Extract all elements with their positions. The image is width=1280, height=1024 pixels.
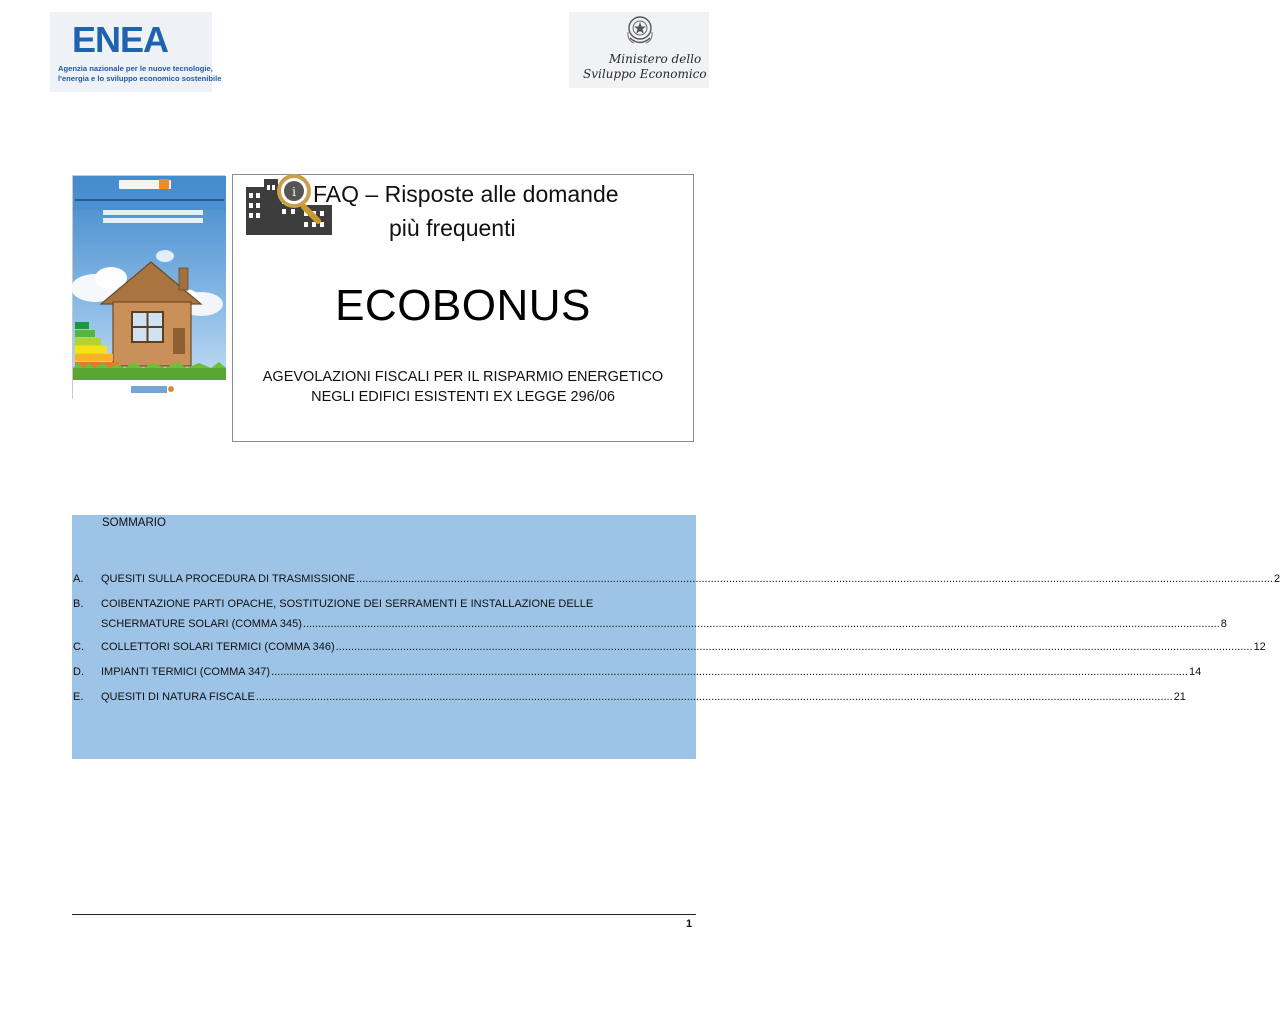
faq-title: FAQ – Risposte alle domande — [313, 181, 619, 207]
enea-tagline-2: l'energia e lo sviluppo economico sostenibile — [58, 74, 222, 83]
italian-republic-emblem-icon — [624, 14, 656, 48]
brochure-cover-image — [72, 175, 225, 399]
enea-tagline-1: Agenzia nazionale per le nuove tecnologie, — [58, 64, 213, 73]
toc-leader-dots: ............................................................................................................................................................................................................................................................................................................ — [271, 666, 1188, 678]
toc-leader-dots: ............................................................................................................................................................................................................................................................................................................ — [356, 573, 1273, 585]
faq-subtitle: più frequenti — [389, 215, 516, 241]
toc-entry-letter: C. — [73, 641, 84, 653]
toc-leader-dots: ............................................................................................................................................................................................................................................................................................................ — [335, 641, 1253, 653]
table-of-contents — [72, 515, 1280, 759]
toc-entry-title: COLLETTORI SOLARI TERMICI (COMMA 346) — [101, 641, 335, 653]
toc-heading: SOMMARIO — [102, 517, 166, 529]
toc-entry-page: 8 — [1220, 618, 1227, 630]
house-energy-label-illustration — [73, 176, 226, 400]
toc-entry-letter: B. — [73, 598, 84, 610]
toc-entry-title: QUESITI SULLA PROCEDURA DI TRASMISSIONE — [101, 573, 356, 585]
description-line-2: NEGLI EDIFICI ESISTENTI EX LEGGE 296/06 — [311, 389, 615, 405]
toc-entry-letter: D. — [73, 666, 84, 678]
toc-entry-page: 21 — [1173, 691, 1186, 703]
ministry-name-line-2: Sviluppo Economico — [583, 67, 707, 81]
toc-leader-dots: ............................................................................................................................................................................................................................................................................................................ — [255, 691, 1173, 703]
toc-entry-title: IMPIANTI TERMICI (COMMA 347) — [101, 666, 271, 678]
toc-entry-letter: A. — [73, 573, 84, 585]
toc-entry-title: QUESITI DI NATURA FISCALE — [101, 691, 255, 703]
ministry-name-line-1: Ministero dello — [609, 52, 702, 66]
toc-entry-title: COIBENTAZIONE PARTI OPACHE, SOSTITUZIONE DEI SERRAMENTI E INSTALLAZIONE DELLE — [101, 598, 594, 610]
main-title: ECOBONUS — [335, 281, 591, 330]
toc-leader-dots: ............................................................................................................................................................................................................................................................................................................ — [302, 618, 1220, 630]
ministry-logo — [569, 12, 709, 88]
footer-rule — [72, 914, 696, 915]
title-card — [232, 174, 694, 442]
description-line-1: AGEVOLAZIONI FISCALI PER IL RISPARMIO ENERGETICO — [262, 369, 664, 385]
toc-entry-title-continued: SCHERMATURE SOLARI (COMMA 345) — [101, 618, 302, 630]
enea-logo — [50, 12, 222, 92]
toc-entry-page: 14 — [1188, 666, 1202, 678]
page-number: 1 — [686, 918, 693, 930]
toc-entry-letter: E. — [73, 691, 84, 703]
toc-entry-page: 12 — [1253, 641, 1266, 653]
toc-entry-page: 2 — [1273, 573, 1280, 585]
enea-wordmark: ENEA — [72, 19, 169, 60]
svg-text:i: i — [292, 185, 296, 199]
